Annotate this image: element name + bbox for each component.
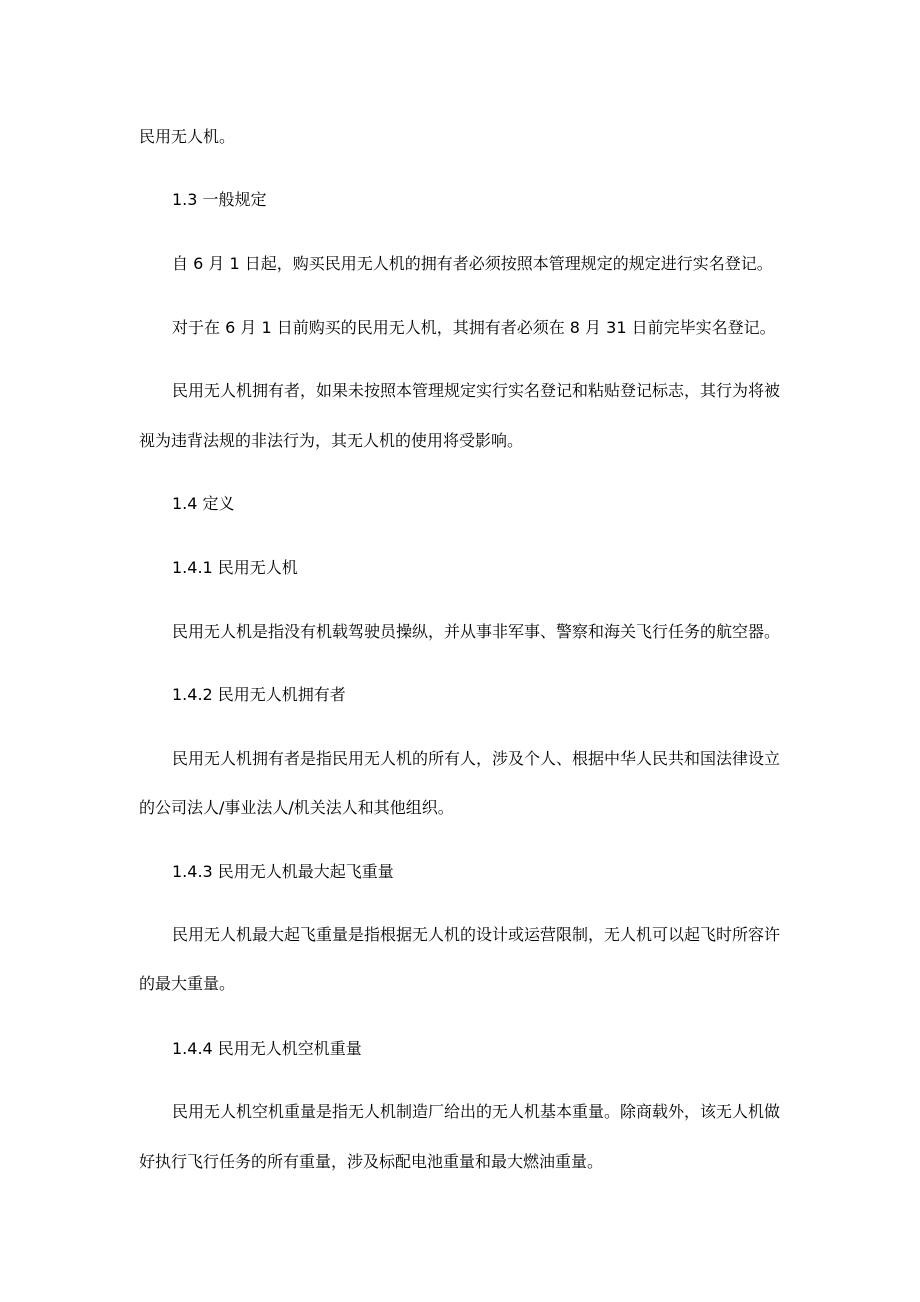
paragraph-line: 的最大重量。 (139, 974, 236, 993)
paragraph-line: 民用无人机拥有者是指民用无人机的所有人，涉及个人、根据中华人民共和国法律设立 (172, 749, 781, 768)
paragraph-line: 的公司法人/事业法人/机关法人和其他组织。 (139, 798, 454, 817)
continuation-text: 民用无人机。 (139, 127, 236, 146)
section-heading-1-3: 1.3 一般规定 (172, 190, 267, 209)
paragraph-line: 民用无人机空机重量是指无人机制造厂给出的无人机基本重量。除商载外，该无人机做 (172, 1102, 781, 1121)
paragraph-line: 对于在 6 月 1 日前购买的民用无人机，其拥有者必须在 8 月 31 日前完毕实名登记。 (172, 318, 776, 337)
section-heading-1-4: 1.4 定义 (172, 494, 235, 513)
paragraph-line: 自 6 月 1 日起，购买民用无人机的拥有者必须按照本管理规定的规定进行实名登记。 (172, 254, 773, 273)
section-heading-1-4-3: 1.4.3 民用无人机最大起飞重量 (172, 862, 394, 881)
paragraph-line: 好执行飞行任务的所有重量，涉及标配电池重量和最大燃油重量。 (139, 1152, 604, 1171)
paragraph-line: 民用无人机最大起飞重量是指根据无人机的设计或运营限制，无人机可以起飞时所容许 (172, 925, 781, 944)
paragraph-line: 视为违背法规的非法行为，其无人机的使用将受影响。 (139, 431, 524, 450)
section-heading-1-4-1: 1.4.1 民用无人机 (172, 558, 298, 577)
paragraph-line: 民用无人机是指没有机载驾驶员操纵，并从事非军事、警察和海关飞行任务的航空器。 (172, 622, 781, 641)
section-heading-1-4-2: 1.4.2 民用无人机拥有者 (172, 685, 346, 704)
section-heading-1-4-4: 1.4.4 民用无人机空机重量 (172, 1039, 362, 1058)
paragraph-line: 民用无人机拥有者，如果未按照本管理规定实行实名登记和粘贴登记标志，其行为将被 (172, 381, 781, 400)
